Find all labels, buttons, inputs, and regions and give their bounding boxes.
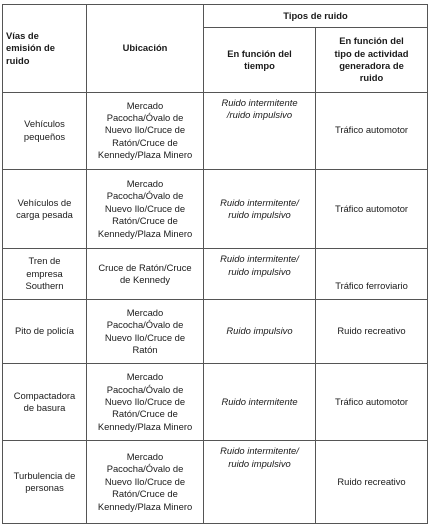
header-en-funcion-del-tiempo: En función del tiempo	[204, 28, 316, 93]
cell-tiempo: Ruido intermitente/ ruido impulsivo	[204, 441, 316, 524]
header-tipos-de-ruido: Tipos de ruido	[204, 5, 428, 28]
cell-via: Compactadora de basura	[3, 364, 87, 441]
cell-ubicacion: Mercado Pacocha/Óvalo de Nuevo Ilo/Cruce de Ratón/Cruce de Kennedy/Plaza Minero	[87, 92, 204, 169]
noise-sources-table	[2, 4, 428, 524]
cell-tiempo: Ruido intermitente/ ruido impulsivo	[204, 249, 316, 299]
table-row	[3, 169, 428, 249]
cell-ubicacion: Mercado Pacocha/Óvalo de Nuevo Ilo/Cruce de Ratón/Cruce de Kennedy/Plaza Minero	[87, 441, 204, 524]
cell-ubicacion: Cruce de Ratón/Cruce de Kennedy	[87, 249, 204, 299]
header-ubicacion: Ubicación	[87, 5, 204, 93]
table-row	[3, 249, 428, 299]
cell-actividad: Ruido recreativo	[316, 441, 428, 524]
table-row	[3, 441, 428, 524]
cell-tiempo: Ruido intermitente /ruido impulsivo	[204, 92, 316, 169]
cell-actividad: Tráfico automotor	[316, 169, 428, 249]
cell-tiempo: Ruido impulsivo	[204, 299, 316, 364]
cell-actividad: Ruido recreativo	[316, 299, 428, 364]
table-row	[3, 92, 428, 169]
table-row	[3, 299, 428, 364]
cell-via: Pito de policía	[3, 299, 87, 364]
cell-ubicacion: Mercado Pacocha/Óvalo de Nuevo Ilo/Cruce de Ratón/Cruce de Kennedy/Plaza Minero	[87, 364, 204, 441]
cell-ubicacion: Mercado Pacocha/Óvalo de Nuevo Ilo/Cruce de Ratón	[87, 299, 204, 364]
header-row-1	[3, 5, 428, 28]
cell-via: Turbulencia de personas	[3, 441, 87, 524]
cell-ubicacion: Mercado Pacocha/Óvalo de Nuevo Ilo/Cruce de Ratón/Cruce de Kennedy/Plaza Minero	[87, 169, 204, 249]
cell-via: Vehículos pequeños	[3, 92, 87, 169]
table-row	[3, 364, 428, 441]
cell-via: Vehículos de carga pesada	[3, 169, 87, 249]
cell-tiempo: Ruido intermitente	[204, 364, 316, 441]
header-vias-de-emision: Vías de emisión de ruido	[3, 5, 87, 93]
cell-tiempo: Ruido intermitente/ ruido impulsivo	[204, 169, 316, 249]
cell-via: Tren de empresa Southern	[3, 249, 87, 299]
cell-actividad: Tráfico automotor	[316, 364, 428, 441]
header-en-funcion-de-actividad: En función del tipo de actividad generadora de ruido	[316, 28, 428, 93]
cell-actividad: Tráfico ferroviario	[316, 249, 428, 299]
cell-actividad: Tráfico automotor	[316, 92, 428, 169]
